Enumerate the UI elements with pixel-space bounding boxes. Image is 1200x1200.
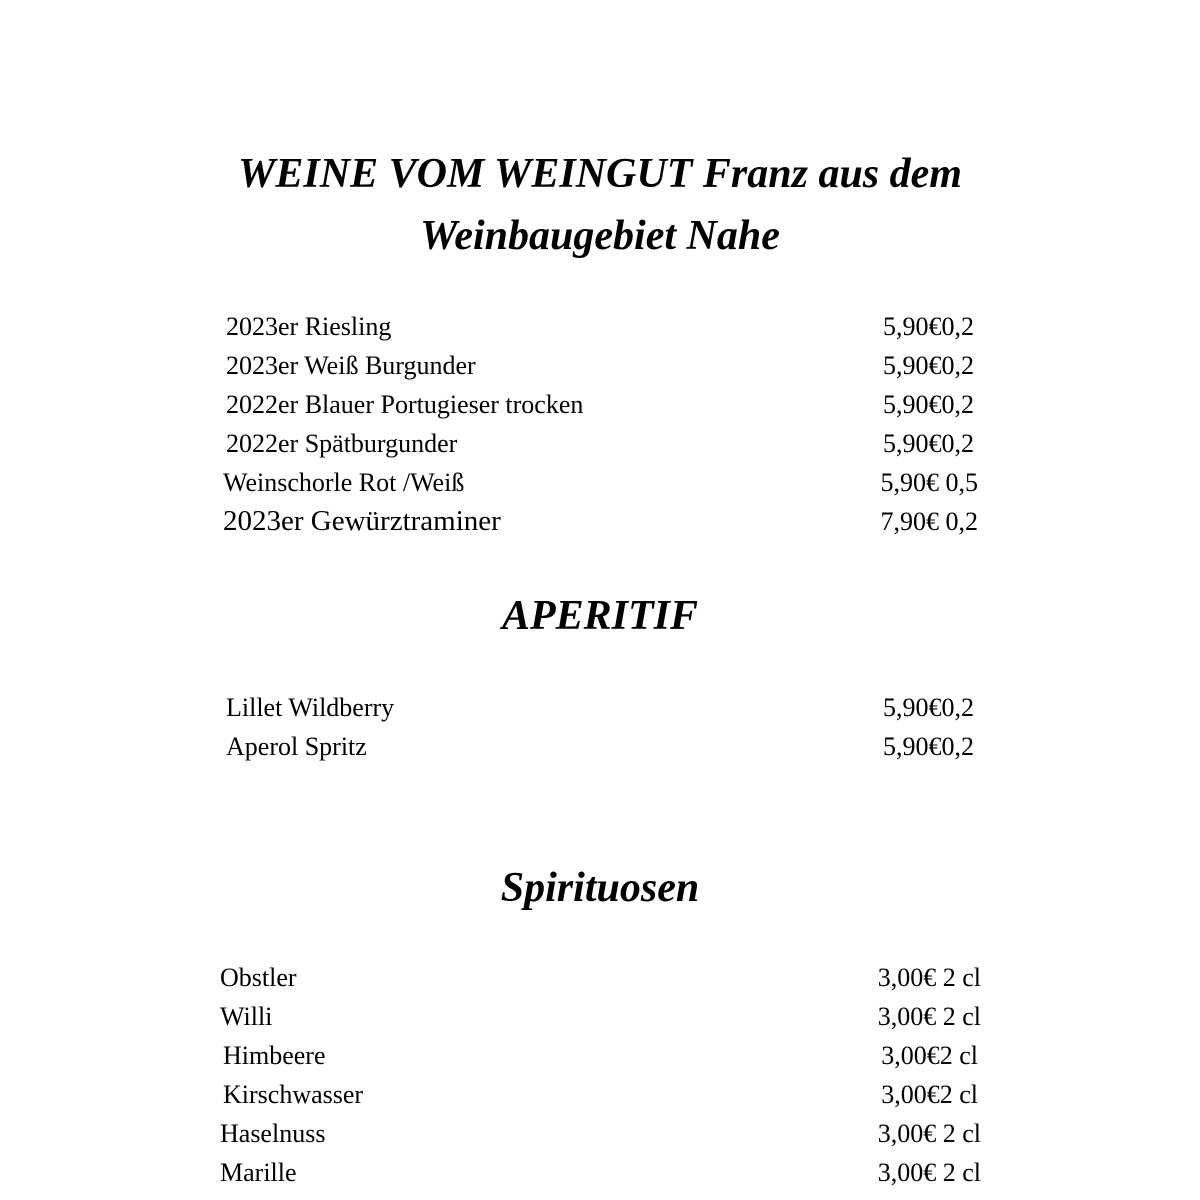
item-price: 5,90€0,2 (883, 429, 974, 458)
menu-item-row (0, 463, 1200, 502)
item-price: 3,00€2 cl (881, 1041, 978, 1070)
menu-item-row (0, 307, 1200, 346)
menu-item-row (0, 727, 1200, 766)
item-name: Aperol Spritz (226, 732, 367, 761)
item-name: 2022er Blauer Portugieser trocken (226, 390, 584, 419)
item-name: Obstler (220, 963, 297, 992)
menu-item-row (0, 502, 1200, 541)
item-price: 5,90€0,2 (883, 732, 974, 761)
menu-item-row (0, 1036, 1200, 1075)
item-price: 3,00€ 2 cl (877, 1158, 981, 1187)
item-price: 5,90€0,2 (883, 390, 974, 419)
item-price: 3,00€ 2 cl (877, 1119, 981, 1148)
wines-heading-line1: WEINE VOM WEINGUT Franz aus dem (238, 151, 962, 197)
menu-item-row (0, 1114, 1200, 1153)
item-name: Kirschwasser (223, 1080, 364, 1109)
menu-item-row (0, 688, 1200, 727)
menu-item-row (0, 958, 1200, 997)
item-price: 3,00€ 2 cl (877, 963, 981, 992)
item-name: Lillet Wildberry (226, 693, 395, 722)
menu-item-row (0, 1153, 1200, 1192)
item-price: 3,00€2 cl (881, 1080, 978, 1109)
item-name: Marille (220, 1158, 297, 1187)
item-price: 5,90€0,2 (883, 693, 974, 722)
menu-item-row (0, 424, 1200, 463)
spirits-heading: Spirituosen (500, 865, 700, 911)
item-price: 5,90€0,2 (883, 312, 974, 341)
menu-item-row (0, 997, 1200, 1036)
menu-item-row (0, 346, 1200, 385)
item-price: 7,90€ 0,2 (880, 507, 978, 536)
item-price: 5,90€ 0,5 (880, 468, 978, 497)
item-name: 2022er Spätburgunder (226, 429, 458, 458)
item-name: 2023er Riesling (226, 312, 392, 341)
wines-heading (0, 143, 1200, 267)
menu-item-row (0, 1075, 1200, 1114)
menu-item-row (0, 385, 1200, 424)
item-name: 2023er Gewürztraminer (223, 505, 501, 537)
aperitif-heading: APERITIF (501, 593, 699, 639)
wines-heading-line2: Weinbaugebiet Nahe (420, 213, 780, 259)
item-price: 3,00€ 2 cl (877, 1002, 981, 1031)
item-name: Haselnuss (220, 1119, 326, 1148)
item-price: 5,90€0,2 (883, 351, 974, 380)
item-name: Himbeere (223, 1041, 326, 1070)
item-name: 2023er Weiß Burgunder (226, 351, 476, 380)
item-name: Willi (220, 1002, 273, 1031)
item-name: Weinschorle Rot /Weiß (223, 468, 465, 497)
